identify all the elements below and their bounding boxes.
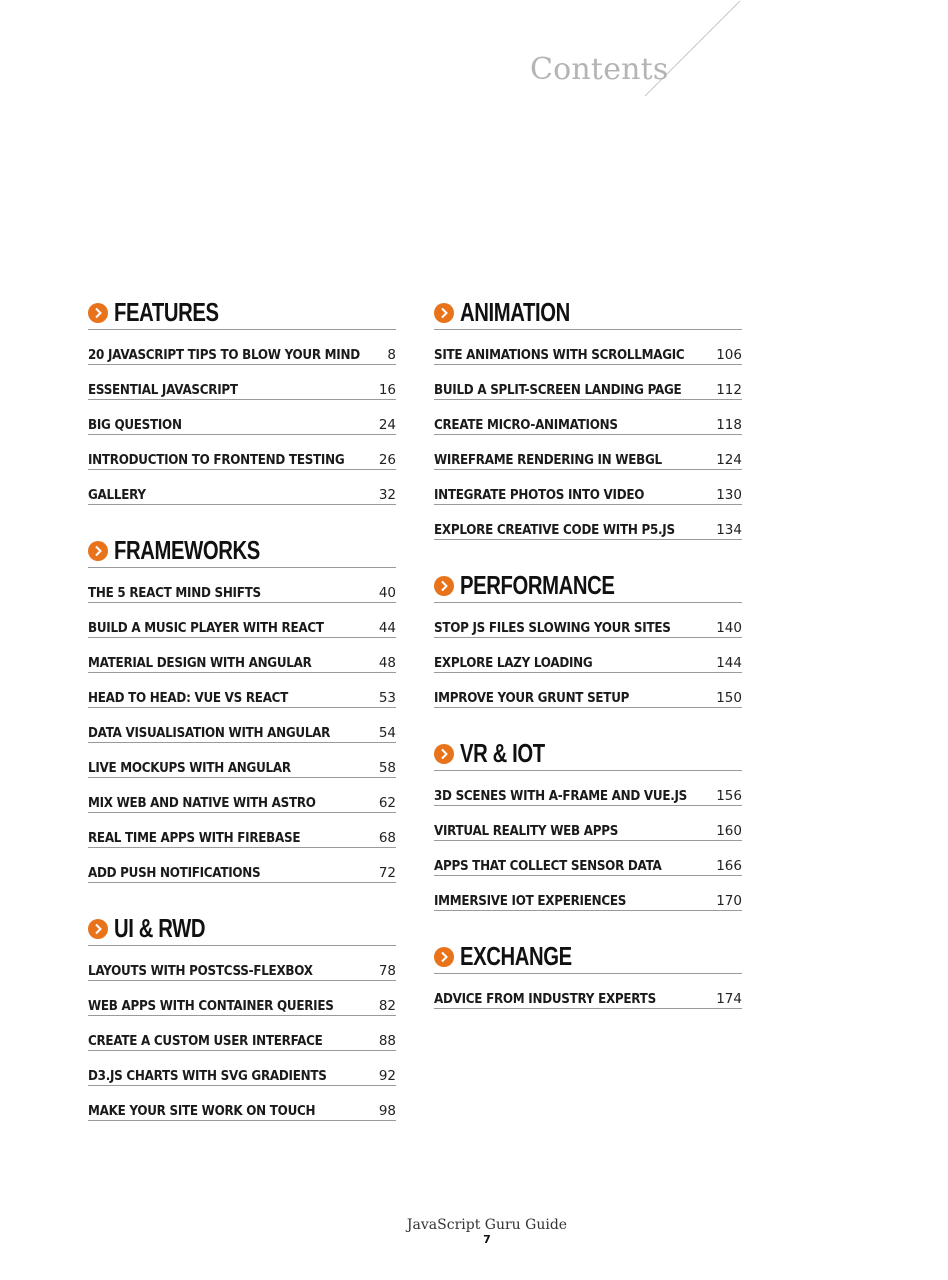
entry-title: ESSENTIAL JAVASCRIPT xyxy=(88,383,238,398)
contents-entry[interactable] xyxy=(434,470,742,505)
entry-title: APPS THAT COLLECT SENSOR DATA xyxy=(434,859,662,874)
contents-entry[interactable] xyxy=(88,365,396,400)
entry-page-number: 98 xyxy=(378,1103,396,1119)
contents-entry[interactable] xyxy=(88,708,396,743)
footer xyxy=(0,1216,948,1246)
section-title: EXCHANGE xyxy=(460,941,572,971)
contents-entry[interactable] xyxy=(88,470,396,505)
entry-page-number: 134 xyxy=(716,522,742,538)
entry-title: WIREFRAME RENDERING IN WEBGL xyxy=(434,453,662,468)
section-header xyxy=(88,912,396,946)
contents-entry[interactable] xyxy=(88,848,396,883)
contents-entry[interactable] xyxy=(434,505,742,540)
entry-page-number: 53 xyxy=(378,690,396,706)
entry-page-number: 118 xyxy=(716,417,742,433)
entry-page-number: 24 xyxy=(378,417,396,433)
entry-page-number: 140 xyxy=(716,620,742,636)
entry-page-number: 166 xyxy=(716,858,742,874)
contents-entry[interactable] xyxy=(88,330,396,365)
page-title: Contents xyxy=(530,52,669,87)
contents-entry[interactable] xyxy=(434,603,742,638)
contents-entry[interactable] xyxy=(88,981,396,1016)
section-title: UI & RWD xyxy=(114,913,206,943)
entry-page-number: 54 xyxy=(378,725,396,741)
section-title: VR & IOT xyxy=(460,738,545,768)
contents-entry[interactable] xyxy=(88,778,396,813)
chevron-right-icon xyxy=(88,919,108,939)
entry-title: MAKE YOUR SITE WORK ON TOUCH xyxy=(88,1104,316,1119)
entry-page-number: 174 xyxy=(716,991,742,1007)
section-header xyxy=(88,534,396,568)
entry-page-number: 106 xyxy=(716,347,742,363)
entry-title: HEAD TO HEAD: VUE VS REACT xyxy=(88,691,289,706)
contents-entry[interactable] xyxy=(434,771,742,806)
section-title: FRAMEWORKS xyxy=(114,535,260,565)
chevron-right-icon xyxy=(434,576,454,596)
entry-page-number: 112 xyxy=(716,382,742,398)
entry-page-number: 170 xyxy=(716,893,742,909)
entry-title: DATA VISUALISATION WITH ANGULAR xyxy=(88,726,331,741)
contents-entry[interactable] xyxy=(88,638,396,673)
chevron-right-icon xyxy=(88,541,108,561)
entry-page-number: 8 xyxy=(387,347,396,363)
entry-title: IMMERSIVE IOT EXPERIENCES xyxy=(434,894,627,909)
contents-entry[interactable] xyxy=(88,1086,396,1121)
contents-column-left xyxy=(88,296,396,1150)
section-header xyxy=(434,940,742,974)
contents-entry[interactable] xyxy=(434,974,742,1009)
entry-title: THE 5 REACT MIND SHIFTS xyxy=(88,586,261,601)
footer-page-number: 7 xyxy=(483,1233,491,1246)
entry-page-number: 48 xyxy=(378,655,396,671)
entry-title: BIG QUESTION xyxy=(88,418,182,433)
entry-page-number: 92 xyxy=(378,1068,396,1084)
entry-title: WEB APPS WITH CONTAINER QUERIES xyxy=(88,999,334,1014)
entry-page-number: 40 xyxy=(378,585,396,601)
entry-title: VIRTUAL REALITY WEB APPS xyxy=(434,824,619,839)
contents-section xyxy=(434,940,742,1009)
entry-title: 20 JAVASCRIPT TIPS TO BLOW YOUR MIND xyxy=(88,348,360,363)
contents-entry[interactable] xyxy=(88,743,396,778)
entry-page-number: 156 xyxy=(716,788,742,804)
entry-title: ADVICE FROM INDUSTRY EXPERTS xyxy=(434,992,656,1007)
contents-entry[interactable] xyxy=(88,813,396,848)
contents-entry[interactable] xyxy=(88,603,396,638)
section-header xyxy=(88,296,396,330)
contents-entry[interactable] xyxy=(434,638,742,673)
contents-entry[interactable] xyxy=(88,568,396,603)
entry-page-number: 160 xyxy=(716,823,742,839)
entry-page-number: 130 xyxy=(716,487,742,503)
section-title: PERFORMANCE xyxy=(460,570,615,600)
entry-page-number: 88 xyxy=(378,1033,396,1049)
entry-title: CREATE MICRO-ANIMATIONS xyxy=(434,418,618,433)
section-title: FEATURES xyxy=(114,297,219,327)
entry-title: STOP JS FILES SLOWING YOUR SITES xyxy=(434,621,671,636)
section-title: ANIMATION xyxy=(460,297,570,327)
entry-title: 3D SCENES WITH A-FRAME AND VUE.JS xyxy=(434,789,687,804)
chevron-right-icon xyxy=(88,303,108,323)
entry-page-number: 62 xyxy=(378,795,396,811)
contents-entry[interactable] xyxy=(88,400,396,435)
decorative-diagonal-line xyxy=(0,0,948,120)
entry-title: REAL TIME APPS WITH FIREBASE xyxy=(88,831,301,846)
contents-entry[interactable] xyxy=(434,435,742,470)
entry-title: EXPLORE CREATIVE CODE WITH P5.JS xyxy=(434,523,675,538)
contents-section xyxy=(88,912,396,1121)
section-header xyxy=(434,737,742,771)
entry-page-number: 124 xyxy=(716,452,742,468)
contents-section xyxy=(434,569,742,708)
entry-title: BUILD A MUSIC PLAYER WITH REACT xyxy=(88,621,324,636)
contents-section xyxy=(88,296,396,505)
entry-page-number: 72 xyxy=(378,865,396,881)
contents-entry[interactable] xyxy=(88,673,396,708)
footer-publication-title: JavaScript Guru Guide xyxy=(406,1217,568,1233)
contents-entry[interactable] xyxy=(434,400,742,435)
chevron-right-icon xyxy=(434,744,454,764)
entry-title: INTRODUCTION TO FRONTEND TESTING xyxy=(88,453,345,468)
entry-page-number: 32 xyxy=(378,487,396,503)
contents-entry[interactable] xyxy=(434,806,742,841)
contents-column-right xyxy=(434,296,742,1038)
contents-entry[interactable] xyxy=(434,876,742,911)
contents-entry[interactable] xyxy=(434,330,742,365)
entry-title: CREATE A CUSTOM USER INTERFACE xyxy=(88,1034,323,1049)
contents-section xyxy=(434,737,742,911)
entry-page-number: 144 xyxy=(716,655,742,671)
entry-page-number: 150 xyxy=(716,690,742,706)
entry-title: MATERIAL DESIGN WITH ANGULAR xyxy=(88,656,312,671)
contents-section xyxy=(88,534,396,883)
entry-title: INTEGRATE PHOTOS INTO VIDEO xyxy=(434,488,645,503)
entry-page-number: 68 xyxy=(378,830,396,846)
entry-title: BUILD A SPLIT-SCREEN LANDING PAGE xyxy=(434,383,682,398)
chevron-right-icon xyxy=(434,303,454,323)
entry-page-number: 26 xyxy=(378,452,396,468)
contents-entry[interactable] xyxy=(88,435,396,470)
entry-title: LIVE MOCKUPS WITH ANGULAR xyxy=(88,761,291,776)
entry-title: IMPROVE YOUR GRUNT SETUP xyxy=(434,691,630,706)
entry-title: SITE ANIMATIONS WITH SCROLLMAGIC xyxy=(434,348,685,363)
entry-title: MIX WEB AND NATIVE WITH ASTRO xyxy=(88,796,316,811)
contents-entry[interactable] xyxy=(88,946,396,981)
contents-entry[interactable] xyxy=(88,1016,396,1051)
entry-title: LAYOUTS WITH POSTCSS-FLEXBOX xyxy=(88,964,313,979)
entry-page-number: 82 xyxy=(378,998,396,1014)
contents-entry[interactable] xyxy=(88,1051,396,1086)
contents-section xyxy=(434,296,742,540)
section-header xyxy=(434,569,742,603)
entry-page-number: 58 xyxy=(378,760,396,776)
entry-title: ADD PUSH NOTIFICATIONS xyxy=(88,866,261,881)
entry-page-number: 78 xyxy=(378,963,396,979)
contents-entry[interactable] xyxy=(434,365,742,400)
contents-entry[interactable] xyxy=(434,841,742,876)
contents-entry[interactable] xyxy=(434,673,742,708)
chevron-right-icon xyxy=(434,947,454,967)
entry-title: D3.JS CHARTS WITH SVG GRADIENTS xyxy=(88,1069,327,1084)
entry-page-number: 44 xyxy=(378,620,396,636)
entry-title: GALLERY xyxy=(88,488,146,503)
entry-title: EXPLORE LAZY LOADING xyxy=(434,656,593,671)
entry-page-number: 16 xyxy=(378,382,396,398)
section-header xyxy=(434,296,742,330)
